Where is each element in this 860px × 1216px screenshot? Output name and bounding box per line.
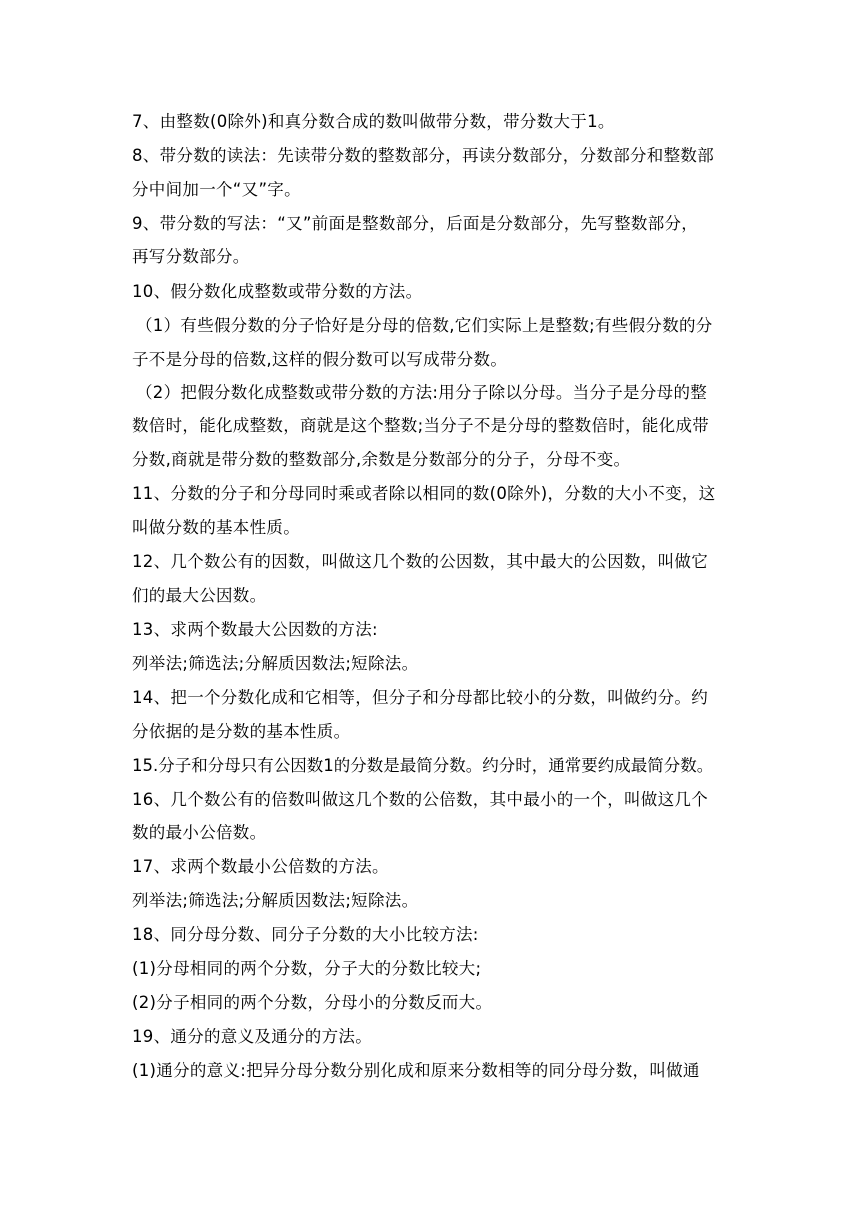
text-line: 18、同分母分数、同分子分数的大小比较方法:	[132, 925, 479, 944]
text-line: 13、求两个数最大公因数的方法:	[132, 620, 378, 639]
text-line: (2)分子相同的两个分数，分母小的分数反而大。	[132, 993, 493, 1012]
text-line: 12、几个数公有的因数，叫做这几个数的公因数，其中最大的公因数，叫做它	[132, 552, 708, 571]
text-line: 15.分子和分母只有公因数1的分数是最简分数。约分时，通常要约成最简分数。	[132, 756, 714, 775]
text-line: 7、由整数(0除外)和真分数合成的数叫做带分数，带分数大于1。	[132, 112, 615, 131]
text-line: 数倍时，能化成整数，商就是这个整数;当分子不是分母的整数倍时，能化成带	[132, 416, 710, 435]
text-line: （2）把假分数化成整数或带分数的方法:用分子除以分母。当分子是分母的整	[136, 383, 708, 402]
text-line: 17、求两个数最小公倍数的方法。	[132, 857, 389, 876]
text-line: 分依据的是分数的基本性质。	[132, 722, 351, 741]
text-line: 数的最小公倍数。	[132, 823, 267, 842]
text-line: 11、分数的分子和分母同时乘或者除以相同的数(0除外)，分数的大小不变，这	[132, 484, 716, 503]
text-line: 9、带分数的写法：“又”前面是整数部分，后面是分数部分，先写整数部分，	[132, 214, 699, 233]
text-line: 16、几个数公有的倍数叫做这几个数的公倍数，其中最小的一个，叫做这几个	[132, 790, 708, 809]
text-line: 10、假分数化成整数或带分数的方法。	[132, 282, 423, 301]
text-line: 列举法;筛选法;分解质因数法;短除法。	[132, 654, 419, 673]
text-line: 分数,商就是带分数的整数部分,余数是分数部分的分子，分母不变。	[132, 450, 631, 469]
text-line: (1)通分的意义:把异分母分数分别化成和原来分数相等的同分母分数，叫做通	[132, 1061, 700, 1080]
text-line: 列举法;筛选法;分解质因数法;短除法。	[132, 891, 419, 910]
text-line: (1)分母相同的两个分数，分子大的分数比较大;	[132, 959, 482, 978]
text-line: （1）有些假分数的分子恰好是分母的倍数,它们实际上是整数;有些假分数的分	[136, 316, 713, 335]
text-line: 分中间加一个“又”字。	[132, 180, 301, 199]
text-line: 8、带分数的读法：先读带分数的整数部分，再读分数部分，分数部分和整数部	[132, 146, 714, 165]
text-line: 叫做分数的基本性质。	[132, 518, 300, 537]
text-line: 14、把一个分数化成和它相等，但分子和分母都比较小的分数，叫做约分。约	[132, 688, 708, 707]
text-line: 19、通分的意义及通分的方法。	[132, 1027, 372, 1046]
text-line: 再写分数部分。	[132, 247, 250, 266]
text-line: 们的最大公因数。	[132, 586, 267, 605]
text-line: 子不是分母的倍数,这样的假分数可以写成带分数。	[132, 350, 508, 369]
